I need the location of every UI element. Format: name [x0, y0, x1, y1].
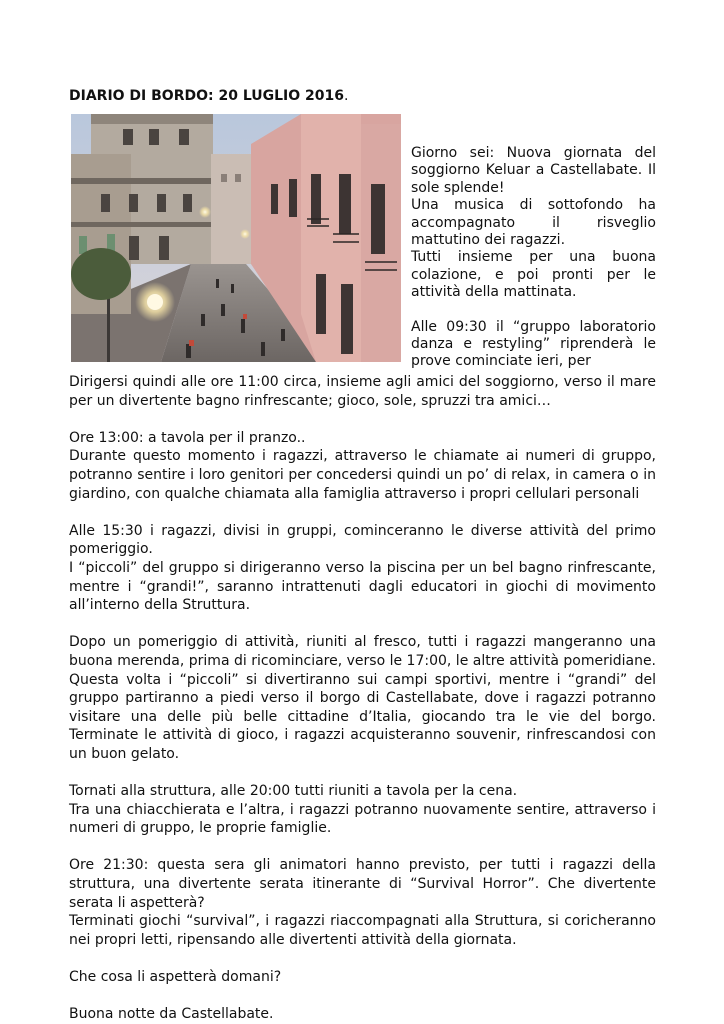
paragraph: Ore 13:00: a tavola per il pranzo.. — [69, 429, 306, 446]
paragraph: Durante questo momento i ragazzi, attraverso le chiamate ai numeri di gruppo, potranno sentire i loro genitori per concedersi quindi un po’ di relax, in camera o in giardino, con qualche chiamata alla famiglia attraverso i propri cellulari personali — [69, 448, 656, 502]
paragraph: Tornati alla struttura, alle 20:00 tutti riuniti a tavola per la cena. — [69, 783, 518, 800]
paragraph: Buona notte da Castellabate. — [69, 1006, 274, 1023]
paragraph: Che cosa li aspetterà domani? — [69, 969, 282, 985]
title-period: . — [344, 88, 349, 104]
paragraph: Ore 21:30: questa sera gli animatori hanno previsto, per tutti i ragazzi della struttura, una divertente serata itinerante di “Survival Horror”. Che divertente serata li aspetterà? — [69, 857, 656, 911]
side-paragraph: Alle 09:30 il “gruppo laboratorio danza e restyling” riprenderà le prove cominciate ieri, per — [411, 318, 656, 370]
title-text: DIARIO DI BORDO: 20 LUGLIO 2016 — [69, 88, 344, 104]
paragraph: Alle 15:30 i ragazzi, divisi in gruppi, cominceranno le diverse attività del primo pomeriggio. — [69, 522, 656, 558]
paragraph: Dirigersi quindi alle ore 11:00 circa, insieme agli amici del soggiorno, verso il mare per un divertente bagno rinfrescante; gioco, sole, spruzzi tra amici… — [69, 374, 656, 409]
paragraph: Dopo un pomeriggio di attività, riuniti al fresco, tutti i ragazzi mangeranno una buona merenda, prima di ricominciare, verso le 17:00, le altre attività pomeridiane. Questa volta i “piccoli” si divertiranno sui campi sportivi, mentre i “grandi” del gruppo partiranno a piedi verso il borgo di Castellabate, dove i ragazzi potranno visitare una delle più belle cittadine d’Italia, giocando tra le vie del borgo. Terminate le attività di gioco, i ragazzi acquisteranno souvenir, rinfrescandosi con un buon gelato. — [69, 634, 657, 762]
paragraph: Tra una chiacchierata e l’altra, i ragazzi potranno nuovamente sentire, attraverso i numeri di gruppo, le proprie famiglie. — [69, 801, 656, 837]
document-title — [69, 88, 348, 104]
side-paragraph: Tutti insieme per una buona colazione, e poi pronti per le attività della mattinata. — [411, 249, 656, 301]
side-paragraph: Giorno sei: Nuova giornata del soggiorno Keluar a Castellabate. Il sole splende! — [411, 145, 656, 196]
main-text — [69, 373, 656, 1024]
paragraph: I “piccoli” del gruppo si dirigeranno verso la piscina per un bel bagno rinfrescante, mentre i “grandi!”, saranno intrattenuti dagli educatori in giochi di movimento all’interno della Struttura. — [69, 559, 656, 614]
street-photo — [71, 114, 401, 362]
side-paragraph: Una musica di sottofondo ha accompagnato il risveglio mattutino dei ragazzi. — [411, 197, 656, 249]
paragraph: Terminati giochi “survival”, i ragazzi riaccompagnati alla Struttura, si coricheranno nei propri letti, ripensando alle divertenti attività della giornata. — [69, 913, 656, 948]
side-column — [411, 145, 656, 371]
